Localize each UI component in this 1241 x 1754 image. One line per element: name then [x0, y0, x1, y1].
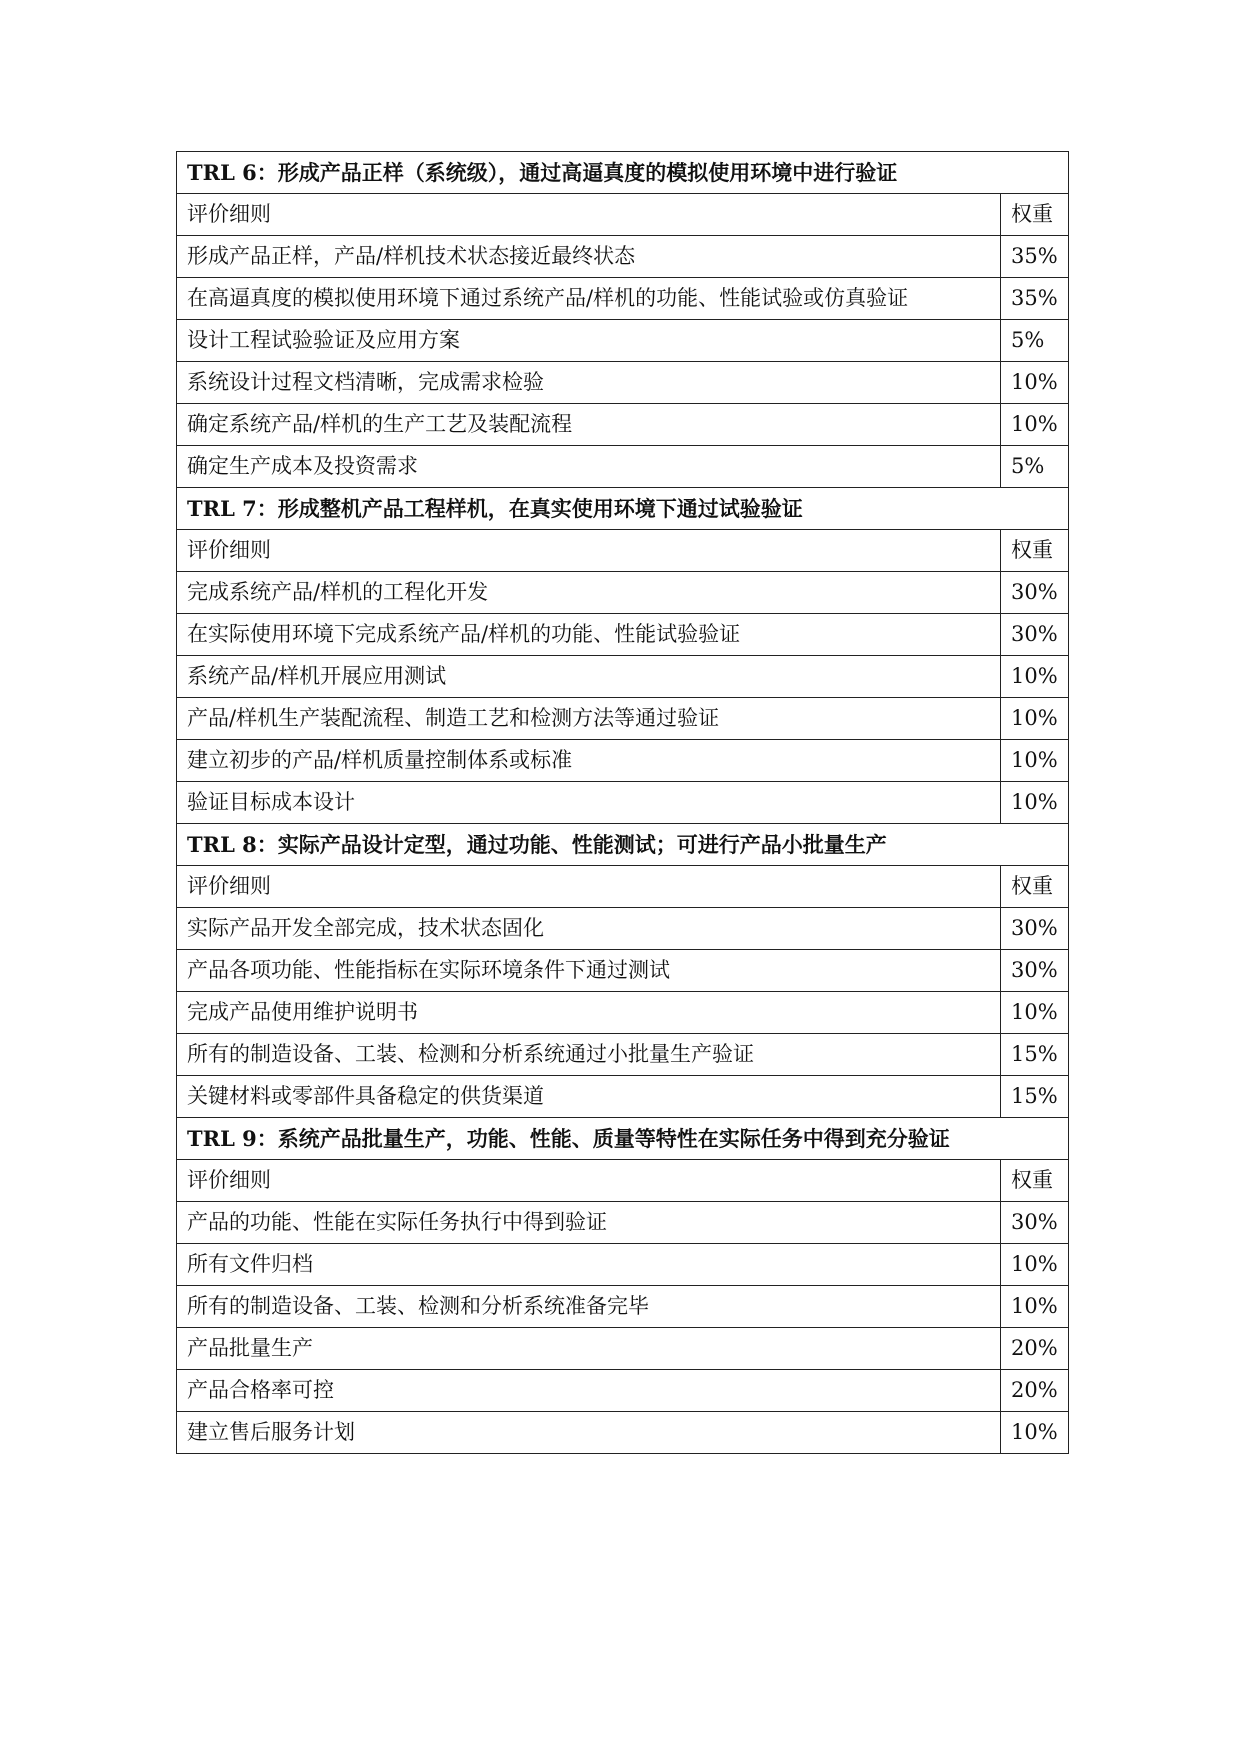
criteria-cell: 所有的制造设备、工装、检测和分析系统通过小批量生产验证 — [177, 1034, 1001, 1076]
weight-cell: 10% — [1000, 1412, 1068, 1454]
table-row — [177, 614, 1069, 656]
level-title: TRL 9：系统产品批量生产，功能、性能、质量等特性在实际任务中得到充分验证 — [177, 1118, 1069, 1160]
criteria-cell: 产品的功能、性能在实际任务执行中得到验证 — [177, 1202, 1001, 1244]
criteria-cell: 系统产品/样机开展应用测试 — [177, 656, 1001, 698]
table-row — [177, 362, 1069, 404]
table-row — [177, 908, 1069, 950]
weight-cell: 35% — [1000, 236, 1068, 278]
level-title-row — [177, 1118, 1069, 1160]
weight-header: 权重 — [1000, 866, 1068, 908]
criteria-cell: 产品/样机生产装配流程、制造工艺和检测方法等通过验证 — [177, 698, 1001, 740]
weight-cell: 15% — [1000, 1034, 1068, 1076]
trl-evaluation-table — [176, 151, 1069, 1454]
table-row — [177, 236, 1069, 278]
table-row — [177, 404, 1069, 446]
table-row — [177, 656, 1069, 698]
header-row — [177, 1160, 1069, 1202]
table-row — [177, 1244, 1069, 1286]
table-row — [177, 1370, 1069, 1412]
table-row — [177, 1034, 1069, 1076]
table-row — [177, 446, 1069, 488]
weight-cell: 30% — [1000, 614, 1068, 656]
weight-cell: 10% — [1000, 782, 1068, 824]
level-title: TRL 7：形成整机产品工程样机，在真实使用环境下通过试验验证 — [177, 488, 1069, 530]
weight-cell: 35% — [1000, 278, 1068, 320]
weight-cell: 30% — [1000, 908, 1068, 950]
level-title-row — [177, 488, 1069, 530]
weight-cell: 10% — [1000, 992, 1068, 1034]
weight-cell: 5% — [1000, 446, 1068, 488]
criteria-cell: 关键材料或零部件具备稳定的供货渠道 — [177, 1076, 1001, 1118]
table-row — [177, 740, 1069, 782]
criteria-cell: 建立售后服务计划 — [177, 1412, 1001, 1454]
header-row — [177, 866, 1069, 908]
criteria-cell: 验证目标成本设计 — [177, 782, 1001, 824]
weight-cell: 10% — [1000, 404, 1068, 446]
table-row — [177, 992, 1069, 1034]
weight-cell: 10% — [1000, 740, 1068, 782]
criteria-cell: 完成系统产品/样机的工程化开发 — [177, 572, 1001, 614]
table-body — [177, 152, 1069, 1454]
criteria-cell: 在实际使用环境下完成系统产品/样机的功能、性能试验验证 — [177, 614, 1001, 656]
criteria-cell: 形成产品正样，产品/样机技术状态接近最终状态 — [177, 236, 1001, 278]
criteria-cell: 在高逼真度的模拟使用环境下通过系统产品/样机的功能、性能试验或仿真验证 — [177, 278, 1001, 320]
criteria-cell: 系统设计过程文档清晰，完成需求检验 — [177, 362, 1001, 404]
criteria-cell: 所有文件归档 — [177, 1244, 1001, 1286]
criteria-header: 评价细则 — [177, 866, 1001, 908]
table-row — [177, 320, 1069, 362]
weight-cell: 10% — [1000, 362, 1068, 404]
level-title: TRL 8：实际产品设计定型，通过功能、性能测试；可进行产品小批量生产 — [177, 824, 1069, 866]
header-row — [177, 194, 1069, 236]
criteria-cell: 产品批量生产 — [177, 1328, 1001, 1370]
criteria-cell: 确定生产成本及投资需求 — [177, 446, 1001, 488]
level-title: TRL 6：形成产品正样（系统级），通过高逼真度的模拟使用环境中进行验证 — [177, 152, 1069, 194]
table-row — [177, 1286, 1069, 1328]
criteria-cell: 建立初步的产品/样机质量控制体系或标准 — [177, 740, 1001, 782]
table-row — [177, 782, 1069, 824]
weight-header: 权重 — [1000, 194, 1068, 236]
table-row — [177, 698, 1069, 740]
criteria-cell: 实际产品开发全部完成，技术状态固化 — [177, 908, 1001, 950]
criteria-header: 评价细则 — [177, 1160, 1001, 1202]
table-row — [177, 950, 1069, 992]
criteria-header: 评价细则 — [177, 194, 1001, 236]
weight-cell: 20% — [1000, 1328, 1068, 1370]
weight-header: 权重 — [1000, 1160, 1068, 1202]
weight-cell: 15% — [1000, 1076, 1068, 1118]
weight-cell: 30% — [1000, 572, 1068, 614]
criteria-cell: 所有的制造设备、工装、检测和分析系统准备完毕 — [177, 1286, 1001, 1328]
level-title-row — [177, 152, 1069, 194]
weight-cell: 30% — [1000, 950, 1068, 992]
weight-header: 权重 — [1000, 530, 1068, 572]
table-row — [177, 1076, 1069, 1118]
weight-cell: 10% — [1000, 1286, 1068, 1328]
table-row — [177, 1328, 1069, 1370]
criteria-cell: 设计工程试验验证及应用方案 — [177, 320, 1001, 362]
header-row — [177, 530, 1069, 572]
criteria-cell: 产品各项功能、性能指标在实际环境条件下通过测试 — [177, 950, 1001, 992]
table-row — [177, 1412, 1069, 1454]
weight-cell: 20% — [1000, 1370, 1068, 1412]
criteria-cell: 产品合格率可控 — [177, 1370, 1001, 1412]
weight-cell: 30% — [1000, 1202, 1068, 1244]
table-row — [177, 572, 1069, 614]
criteria-cell: 确定系统产品/样机的生产工艺及装配流程 — [177, 404, 1001, 446]
level-title-row — [177, 824, 1069, 866]
table-row — [177, 1202, 1069, 1244]
weight-cell: 10% — [1000, 656, 1068, 698]
weight-cell: 10% — [1000, 1244, 1068, 1286]
weight-cell: 5% — [1000, 320, 1068, 362]
weight-cell: 10% — [1000, 698, 1068, 740]
table-row — [177, 278, 1069, 320]
criteria-cell: 完成产品使用维护说明书 — [177, 992, 1001, 1034]
criteria-header: 评价细则 — [177, 530, 1001, 572]
